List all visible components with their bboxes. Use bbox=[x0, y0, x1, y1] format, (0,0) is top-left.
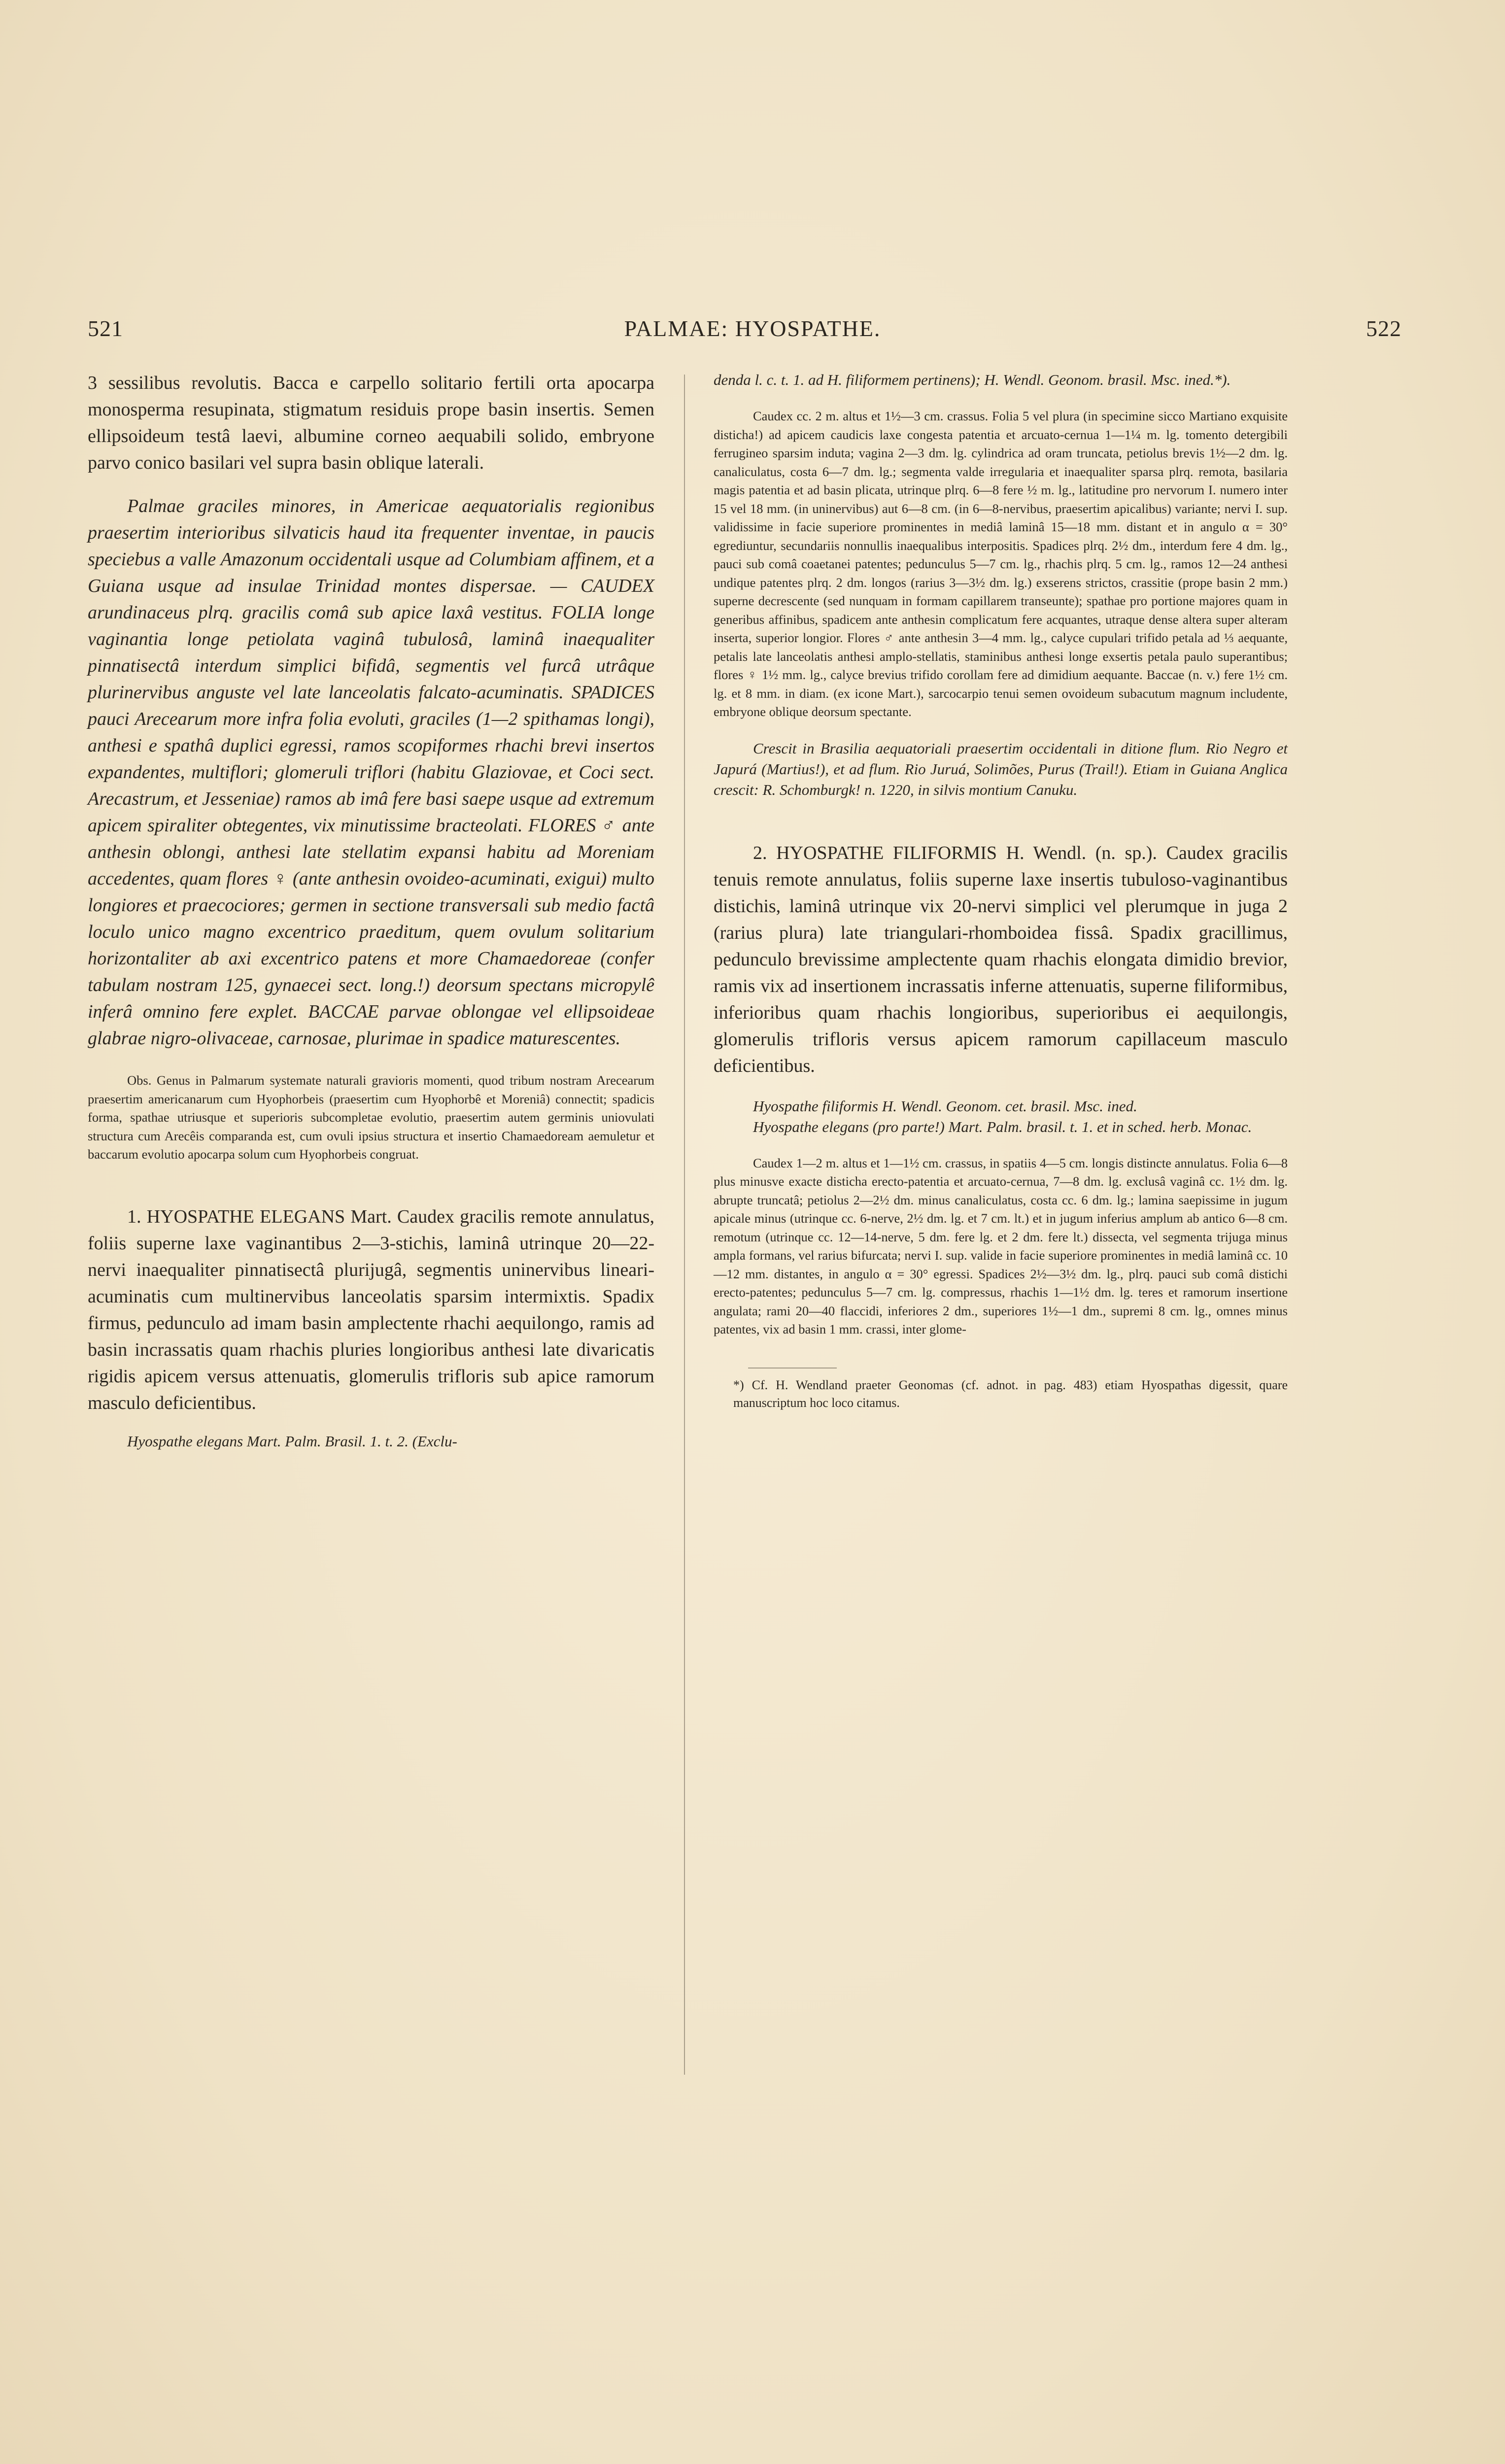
species-1-distribution: Crescit in Brasilia aequatoriali praesertim occidentali in ditione flum. Rio Negro et Japurá (Martius!), et ad flum. Rio Juruá, Solimões, Purus (Trail!). Etiam in Guiana Anglica crescit: R. Schomburgk! n. 1220, in silvis montium Canuku. bbox=[714, 739, 1288, 798]
fruit-seed-description: 3 sessilibus revolutis. Bacca e carpello solitario fertili orta apocarpa monosperma resupinata, stigmatum residuis prope basin insertis. Semen ellipsoideum testâ laevi, albumine corneo aequabili solido, embryone parvo conico basilari vel supra basin oblique laterali. bbox=[88, 373, 654, 473]
observation-note: Obs. Genus in Palmarum systemate naturali gravioris momenti, quod tribum nostram Arecearum praesertim americanarum cum Hyophorbeis (praesertim cum Hyophorbê et Moreniâ) connectit; spadicis forma, spathae utriusque et superioris subcompletae evolutio, praesertim autem germinis uniovulati structura cum Arecêis comparanda est, cum ovuli ipsius structura et insertio Chamaedoream aemuletur et baccarum evolutio apocarpa solum cum Hyophorbeis congruat. bbox=[88, 1073, 654, 1162]
species-2-heading-diagnosis: 2. HYOSPATHE FILIFORMIS H. Wendl. (n. sp.). Caudex gracilis tenuis remote annulatus, foliis superne laxe insertis tubuloso-vaginantibus distichis, laminâ utrinque vix 20-nervi simplici vel plerumque in juga 2 (rarius plura) late triangulari-rhomboidea fissâ. Spadix gracillimus, pedunculo brevissime amplectente quam rhachis elongata dimidio brevior, ramis vix ad insertionem incrassatis inferne attenuatis, superne filiformibus, inferioribus quam rhachis longioribus, superioribus ei aequilongis, glomerulis trifloris versus apicem ramorum capillaceum masculo deficientibus. bbox=[714, 842, 1288, 1076]
species-1-heading-diagnosis: 1. HYOSPATHE ELEGANS Mart. Caudex gracilis remote annulatus, foliis superne laxe vaginantibus 2—3-stichis, laminâ utrinque 20—22-nervi inaequaliter pinnatisectâ plurijugâ, segmentis uninervibus lineari-acuminatis cum multinervibus lanceolatis sparsim intermixtis. Spadix firmus, pedunculo ad imam basin amplectente rhachi aequilongo, ramis ad basin incrassatis quam rhachis pluries longioribus anthesi late divaricatis rigidis apicem versus attenuatis, glomerulis trifloris sub apice ramorum masculo deficientibus. bbox=[88, 1206, 654, 1413]
species-1-description: Caudex cc. 2 m. altus et 1½—3 cm. crassus. Folia 5 vel plura (in specimine sicco Martiano exquisite disticha!) ad apicem caudicis laxe congesta patentia et arcuato-cernua 1—1¼ m. lg. tomento detergibili ferrugineo sparsim induta; vagina 2—3 dm. lg. cylindrica ad oram truncata, petiolus brevis 1½—2 dm. lg. canaliculatus, costa 6—7 dm. lg.; segmenta valde irregularia et inaequaliter sparsa plrq. remota, basilaria magis patentia et ad basin plicata, utrinque plrq. 6—8 fere ½ m. lg., latitudine pro nervorum I. numero inter 15 vel 18 mm. (in uninervibus) aut 6—8 cm. (in 6—8-nervibus, praesertim apicalibus) variante; nervi I. sup. validissime in facie superiore prominentes in mediâ laminâ 15—18 mm. distant et in angulo α = 30° egrediuntur, secundariis nonnullis inaequalibus interpositis. Spadices plrq. 2½ dm., interdum fere 4 dm. lg., pauci sub comâ coaetanei patentes; pedunculus 5—7 cm. lg., rhachis plrq. 5 cm. lg., ramos 12—24 anthesi undique patentes plrq. 2 dm. longos (rarius 3—3½ dm. lg.) exserens strictos, crassitie (prope basin 2 mm.) superne decrescente (sed nunquam in formam capillarem transeunte); spathae pro portione majores quam in generibus affinibus, spadicem ante anthesin complicatum fere acquantes, utraque dense altera super alteram inserta, superior longior. Flores ♂ ante anthesin 3—4 mm. lg., calyce cupulari trifido petala ad ⅓ aequante, petalis late lanceolatis anthesi amplo-stellatis, staminibus anthesi longe exsertis petala paulo superantibus; flores ♀ 1½ mm. lg., calyce brevius trifido corollam fere ad dimidium aequante. Baccae (n. v.) fere 1½ cm. lg. et 8 mm. in diam. (ex icone Mart.), sarcocarpio tenui semen ovoideum subacutum magnum includente, embryone oblique deorsum spectante. bbox=[714, 409, 1288, 719]
species-1-synonym-continued: denda l. c. t. 1. ad H. filiformem pertinens); H. Wendl. Geonom. brasil. Msc. ined.*). bbox=[714, 371, 1231, 388]
footnote-rule bbox=[748, 1368, 837, 1369]
right-column bbox=[714, 370, 1288, 1412]
species-2-synonym-b: Hyospathe elegans (pro parte!) Mart. Palm. brasil. t. 1. et in sched. herb. Monac. bbox=[753, 1118, 1252, 1135]
footnote: *) Cf. H. Wendland praeter Geonomas (cf. adnot. in pag. 483) etiam Hyospathas digessit, quare manuscriptum hoc loco citamus. bbox=[733, 1377, 1288, 1410]
page-number-right: 522 bbox=[1366, 316, 1402, 341]
page-number-left: 521 bbox=[88, 316, 123, 341]
running-title: PALMAE: HYOSPATHE. bbox=[624, 316, 881, 341]
species-2-description: Caudex 1—2 m. altus et 1—1½ cm. crassus, in spatiis 4—5 cm. longis distincte annulatus. Folia 6—8 plus minusve exacte disticha erecto-patentia et arcuato-cernua, 7—8 dm. lg. exclusâ vaginâ cc. 1½ dm. lg. abrupte truncatâ; petiolus 2—2½ dm. minus canaliculatus, costa cc. 6 dm. lg.; lamina saepissime in jugum apicale minus (utrinque cc. 6-nerve, 2½ dm. lg. et 7 cm. lt.) et in jugum inferius amplum ab antico 6—8 cm. remotum (utrinque cc. 12—14-nerve, 5 dm. fere lg. et 2 dm. fere lt.) dissecta, vel segmenta trijuga minus ampla formans, vel rarius bifurcata; nervi I. sup. valide in facie superiore prominentes in mediâ laminâ cc. 10—12 mm. distantes, in angulo α = 30° egressi. Spadices 2½—3½ dm. lg., plrq. pauci sub comâ distichi erecto-patentes; pedunculus 5—7 cm. lg. compressus, rhachis 1—1½ dm. lg. teres et ramorum insertione angulata; rami 20—40 flaccidi, inferiores 2 dm., superiores 1½—1 dm., supremi 8 cm. lg., omnes minus patentes, vix ad basin 1 mm. crassi, inter glome- bbox=[714, 1155, 1288, 1336]
genus-description: Palmae graciles minores, in Americae aequatorialis regionibus praesertim interioribus silvaticis haud ita frequenter inventae, in paucis speciebus a valle Amazonum occidentali usque ad Columbiam affinem, et a Guiana usque ad insulae Trinidad montes dispersae. — CAUDEX arundinaceus plrq. gracilis comâ sub apice laxâ vestitus. FOLIA longe vaginantia longe petiolata vaginâ tubulosâ, laminâ inaequaliter pinnatisectâ interdum simplici bifidâ, segmentis vel furcâ utrâque plurinervibus anguste vel late lanceolatis falcato-acuminatis. SPADICES pauci Arecearum more infra folia evoluti, graciles (1—2 spithamas longi), anthesi e spathâ duplici egressi, ramos scopiformes rhachi brevi insertos expandentes, multiflori; glomeruli triflori (habitu Glaziovae, et Coci sect. Arecastrum, et Jesseniae) ramos ab imâ fere basi saepe usque ad extremum apicem spiraliter obtegentes, vix minutissime bracteolati. FLORES ♂ ante anthesin oblongi, anthesi late stellatim expansi habitu ad Moreniam accedentes, quam flores ♀ (ante anthesin ovoideo-acuminati, exigui) multo longiores et praecociores; germen in sectione transversali sub medio factâ loculo unico magno excentrico praeditum, quem ovulum solitarium horizontaliter ab axi excentrico patens et more Chamaedoreae (confer tabulam nostram 125, gynaecei sect. long.!) deorsum spectans micropylê inferâ omnino fere explet. BACCAE parvae oblongae vel ellipsoideae glabrae nigro-olivaceae, carnosae, plurimae in spadice maturescentes. bbox=[88, 496, 654, 1049]
column-divider bbox=[684, 375, 685, 2075]
species-2-synonym-a: Hyospathe filiformis H. Wendl. Geonom. cet. brasil. Msc. ined. bbox=[753, 1097, 1137, 1115]
left-column bbox=[88, 370, 654, 1452]
species-1-synonym: Hyospathe elegans Mart. Palm. Brasil. 1. t. 2. (Exclu- bbox=[127, 1432, 457, 1450]
